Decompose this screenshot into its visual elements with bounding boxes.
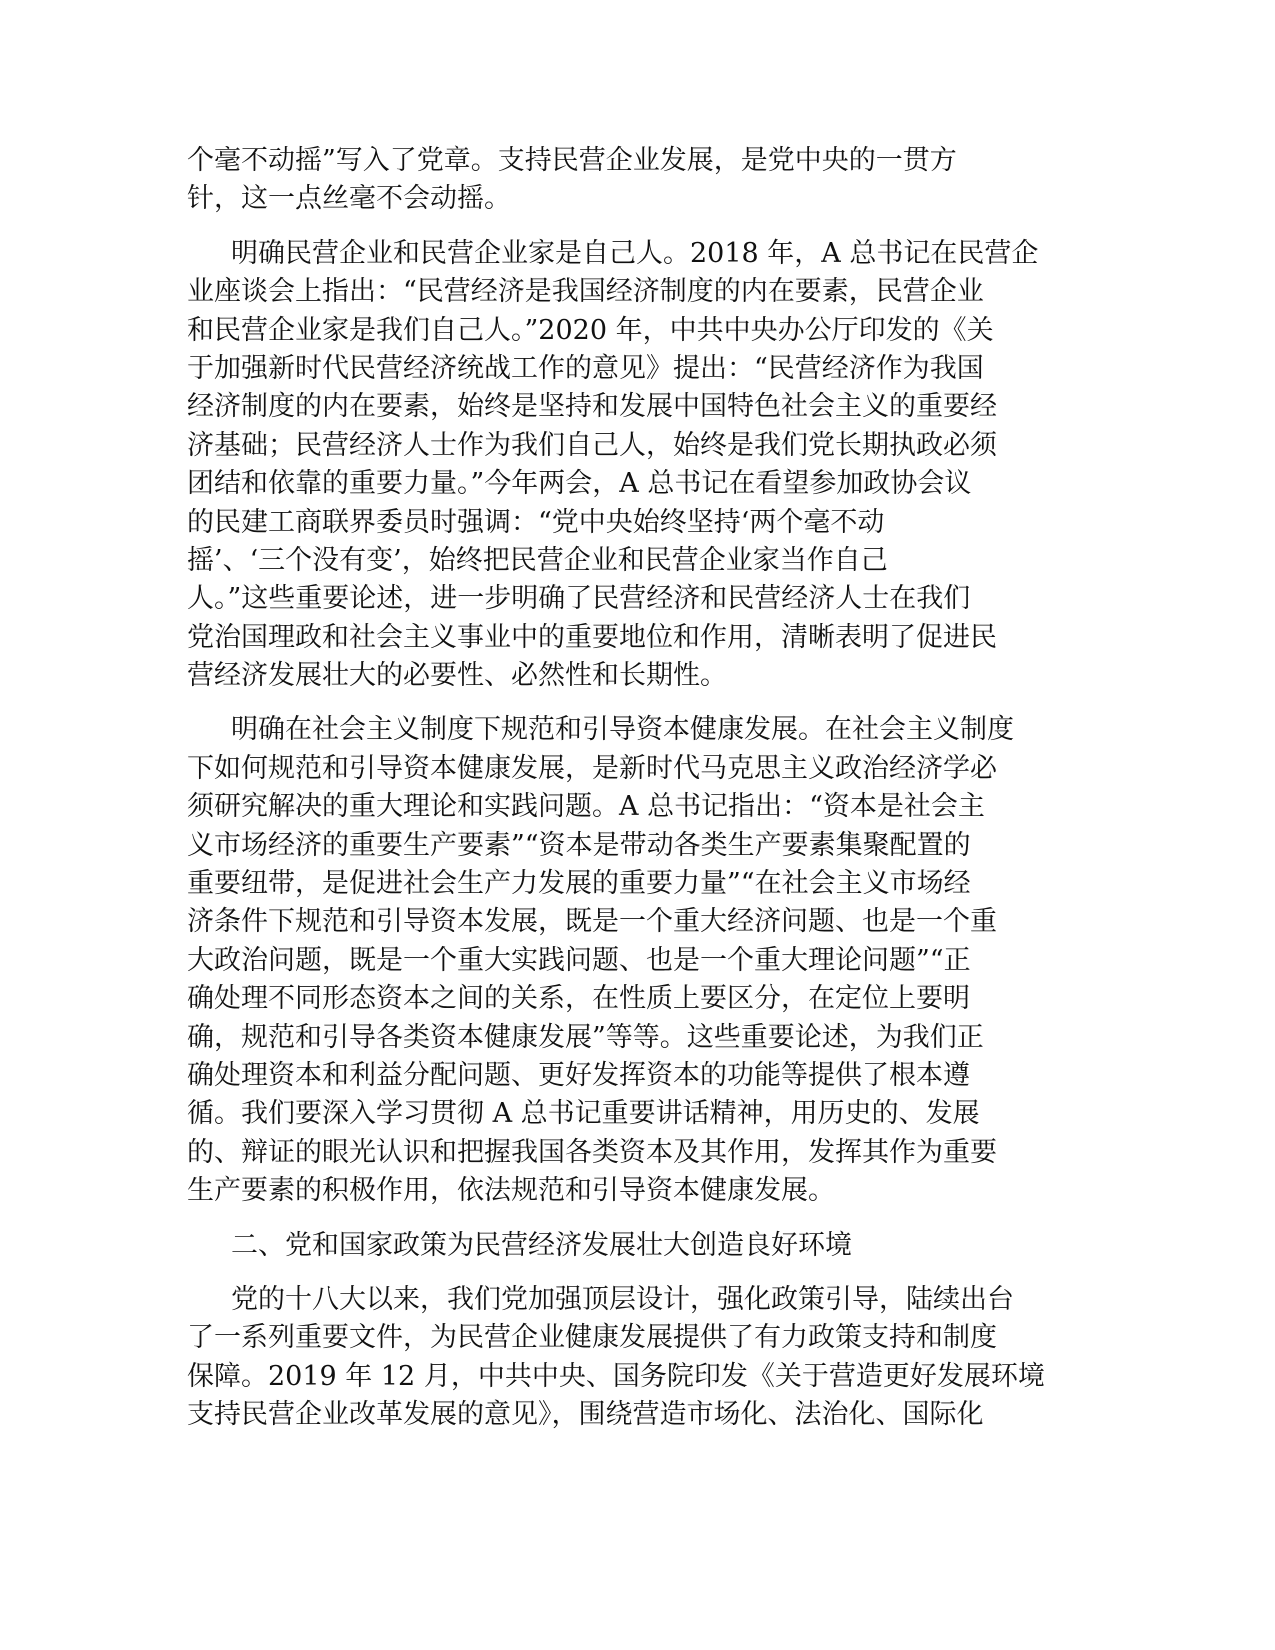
paragraph-3 xyxy=(187,711,1087,1210)
text-line: 大政治问题，既是一个重大实践问题、也是一个重大理论问题”“正 xyxy=(187,944,971,976)
paragraph-5 xyxy=(187,1281,1087,1435)
text-line: 针，这一点丝毫不会动摇。 xyxy=(187,183,511,215)
text-line: 于加强新时代民营经济统战工作的意见》提出：“民营经济作为我国 xyxy=(187,352,984,384)
text-line: 确，规范和引导各类资本健康发展”等等。这些重要论述，为我们正 xyxy=(187,1021,984,1053)
text-line: 的民建工商联界委员时强调：“党中央始终坚持‘两个毫不动 xyxy=(187,506,885,538)
text-line: 确处理资本和利益分配问题、更好发挥资本的功能等提供了根本遵 xyxy=(187,1059,970,1091)
text-line: 确处理不同形态资本之间的关系，在性质上要区分，在定位上要明 xyxy=(187,983,970,1015)
text-line: 和民营企业家是我们自己人。”2020 年，中共中央办公厅印发的《关 xyxy=(187,314,994,346)
section-heading-text: 二、党和国家政策为民营经济发展壮大创造良好环境 xyxy=(231,1229,852,1261)
paragraph-2 xyxy=(187,235,1087,696)
text-line: 济基础；民营经济人士作为我们自己人，始终是我们党长期执政必须 xyxy=(187,429,997,461)
text-line: 明确民营企业和民营企业家是自己人。2018 年，A 总书记在民营企 xyxy=(231,237,1039,269)
text-line: 党的十八大以来，我们党加强顶层设计，强化政策引导，陆续出台 xyxy=(231,1283,1014,1315)
text-line: 党治国理政和社会主义事业中的重要地位和作用，清晰表明了促进民 xyxy=(187,621,997,653)
text-line: 人。”这些重要论述，进一步明确了民营经济和民营经济人士在我们 xyxy=(187,583,971,615)
text-line: 义市场经济的重要生产要素”“资本是带动各类生产要素集聚配置的 xyxy=(187,829,971,861)
text-line: 须研究解决的重大理论和实践问题。A 总书记指出：“资本是社会主 xyxy=(187,791,985,823)
section-heading xyxy=(187,1227,1087,1265)
text-line: 经济制度的内在要素，始终是坚持和发展中国特色社会主义的重要经 xyxy=(187,391,997,423)
paragraph-1 xyxy=(187,142,1087,219)
text-line: 营经济发展壮大的必要性、必然性和长期性。 xyxy=(187,660,727,692)
text-line: 保障。2019 年 12 月，中共中央、国务院印发《关于营造更好发展环境 xyxy=(187,1360,1045,1392)
text-line: 明确在社会主义制度下规范和引导资本健康发展。在社会主义制度 xyxy=(231,714,1014,746)
text-line: 个毫不动摇”写入了党章。支持民营企业发展，是党中央的一贯方 xyxy=(187,145,957,176)
text-line: 下如何规范和引导资本健康发展，是新时代马克思主义政治经济学必 xyxy=(187,752,997,784)
text-line: 支持民营企业改革发展的意见》，围绕营造市场化、法治化、国际化 xyxy=(187,1399,984,1431)
text-line: 了一系列重要文件，为民营企业健康发展提供了有力政策支持和制度 xyxy=(187,1322,997,1354)
text-line: 团结和依靠的重要力量。”今年两会，A 总书记在看望参加政协会议 xyxy=(187,468,972,500)
document-page xyxy=(187,142,1087,1451)
text-line: 摇’、‘三个没有变’，始终把民营企业和民营企业家当作自己 xyxy=(187,544,888,576)
text-line: 济条件下规范和引导资本发展，既是一个重大经济问题、也是一个重 xyxy=(187,906,997,938)
text-line: 重要纽带，是促进社会生产力发展的重要力量”“在社会主义市场经 xyxy=(187,868,971,900)
text-line: 业座谈会上指出：“民营经济是我国经济制度的内在要素，民营企业 xyxy=(187,276,984,308)
text-line: 循。我们要深入学习贯彻 A 总书记重要讲话精神，用历史的、发展 xyxy=(187,1098,980,1130)
text-line: 生产要素的积极作用，依法规范和引导资本健康发展。 xyxy=(187,1175,835,1207)
text-line: 的、辩证的眼光认识和把握我国各类资本及其作用，发挥其作为重要 xyxy=(187,1136,997,1168)
